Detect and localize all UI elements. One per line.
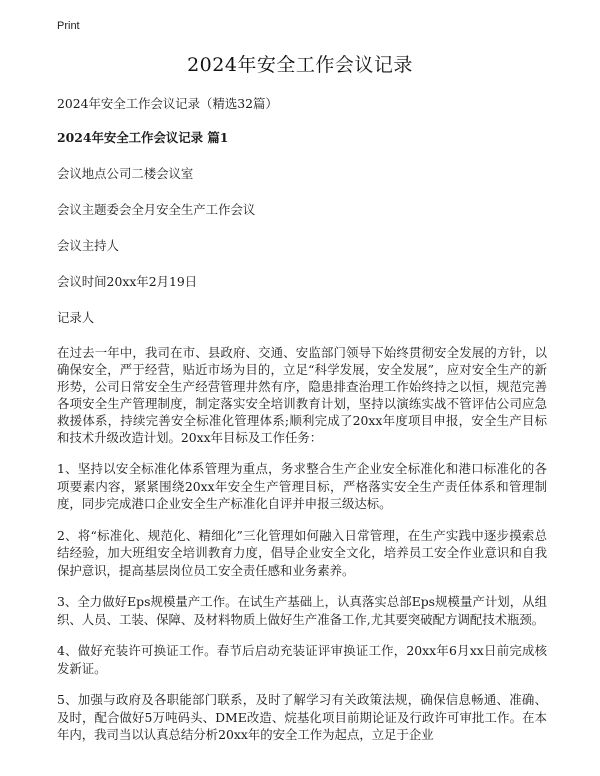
- list-item: 3、全力做好Eps规模量产工作。在试生产基础上，认真落实总部Eps规模量产计划，从组织、人员、工装、保障、及材料物质上做好生产准备工作,尤其要突破配方调配技术瓶颈。: [57, 594, 547, 627]
- meta-time: 会议时间20xx年2月19日: [57, 274, 198, 289]
- meta-topic: 会议主题委会全月安全生产工作会议: [57, 202, 256, 217]
- list-item: 5、加强与政府及各职能部门联系，及时了解学习有关政策法规，确保信息畅通、准确、及时，配合做好5万吨码头、DME改造、烷基化项目前期论证及行政许可审批工作。在本年内，我司当以认真总结分析20xx年的安全工作为起点，立足于企业: [57, 692, 547, 742]
- list-item: 2、将“标准化、规范化、精细化”三化管理如何融入日常管理，在生产实践中逐步摸索总结经验，加大班组安全培训教育力度，倡导企业安全文化，培养员工安全作业意识和自我保护意识，提高基层岗位员工安全责任感和业务素养。: [57, 527, 547, 578]
- intro-paragraph: 在过去一年中，我司在市、县政府、交通、安监部门领导下始终贯彻安全发展的方针，以确保安全，严于经营，贴近市场为目的，立足“科学发展，安全发展”，应对安全生产的新形势，公司日常安全生产经营管理井然有序，隐患排查治理工作始终持之以恒，规范完善各项安全生产管理制度，制定落实安全培训教育计划，坚持以演练实战不管评估公司应急救援体系，持续完善安全标准化管理体系;顺利完成了20xx年度项目申报，安全生产目标和技术升级改造计划。20xx年目标及工作任务：: [57, 345, 547, 445]
- section-heading: 2024年安全工作会议记录 篇1: [57, 130, 229, 145]
- meta-location: 会议地点公司二楼会议室: [57, 166, 194, 181]
- meta-recorder: 记录人: [57, 310, 95, 325]
- list-item: 4、做好充装许可换证工作。春节后启动充装证评审换证工作，20xx年6月xx日前完成核发新证。: [57, 643, 547, 676]
- meta-host: 会议主持人: [57, 238, 119, 253]
- print-label: Print: [57, 20, 80, 32]
- document-title: 2024年安全工作会议记录: [187, 54, 413, 76]
- list-item: 1、坚持以安全标准化体系管理为重点，务求整合生产企业安全标准化和港口标准化的各项要素内容，紧紧围绕20xx年安全生产管理目标，严格落实安全生产责任体系和管理制度，同步完成港口企业安全生产标准化自评并申报三级达标。: [57, 461, 547, 511]
- document-subtitle: 2024年安全工作会议记录（精选32篇）: [57, 96, 278, 111]
- document-body: [57, 94, 547, 758]
